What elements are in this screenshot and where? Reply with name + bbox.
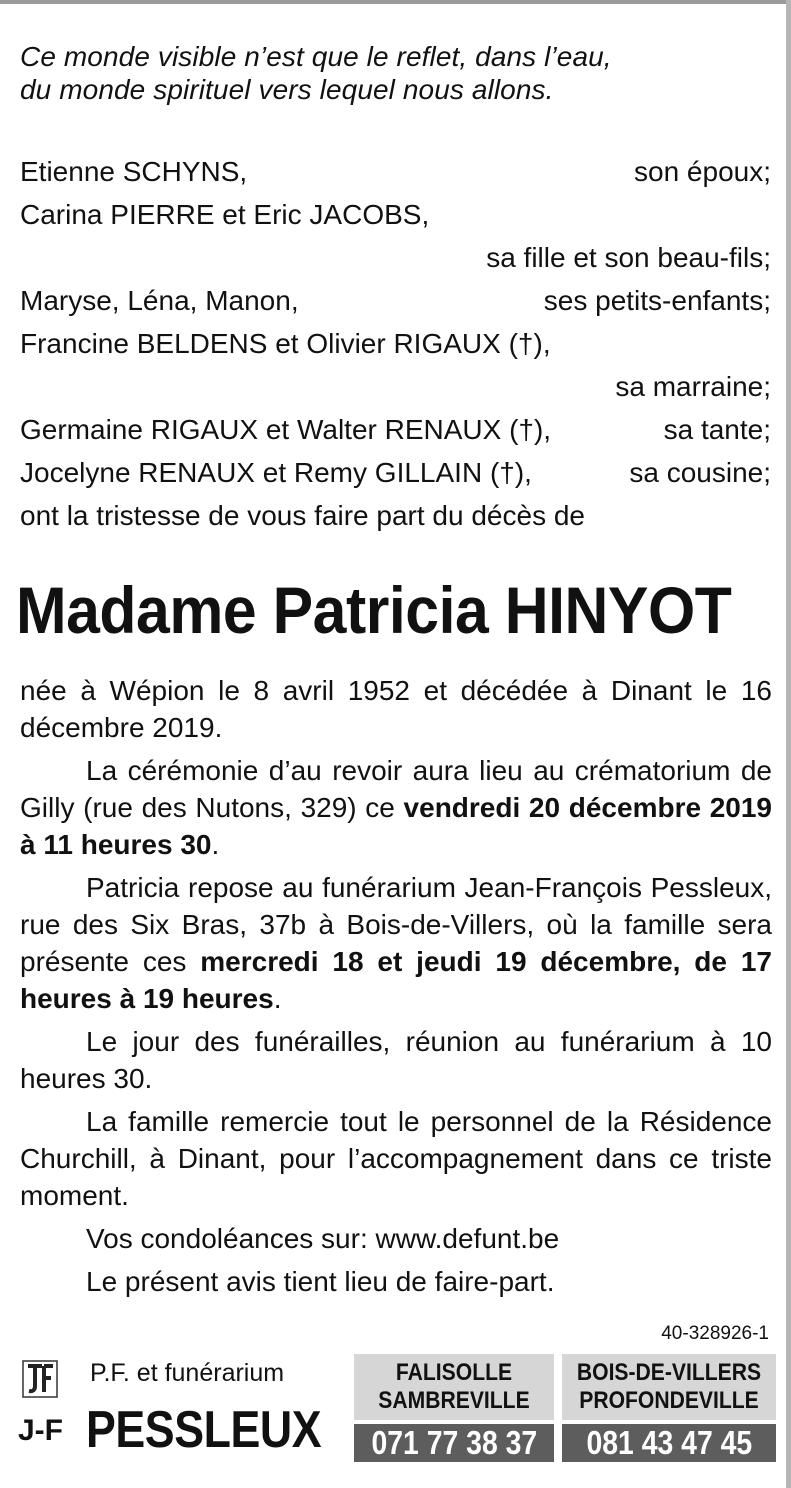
- office-towns: [562, 1354, 776, 1420]
- ceremony-date: vendredi 20 décembre 2019 à 11 heures 30: [20, 792, 772, 860]
- visitation-dates: mercredi 18 et jeudi 19 décembre, de 17 heures à 19 heures: [20, 946, 772, 1014]
- visitation-paragraph: Patricia repose au funérarium Jean-François Pessleux, rue des Six Bras, 37b à Bois-de-Villers, où la famille sera présente ces mercredi 18 et jeudi 19 décembre, de 17 heures à 19 heures.: [20, 872, 772, 1014]
- notice-paragraph: Le présent avis tient lieu de faire-part.: [86, 1266, 555, 1297]
- family-name: Etienne SCHYNS,: [20, 156, 248, 187]
- family-name: Germaine RIGAUX et Walter RENAUX (†),: [20, 414, 552, 445]
- family-relation: sa marraine;: [615, 371, 771, 402]
- jf-monogram-icon: [22, 1360, 58, 1398]
- birth-death-dates: née à Wépion le 8 avril 1952 et décédée à Dinant le 16 décembre 2019.: [20, 675, 772, 743]
- epigraph-line: du monde spirituel vers lequel nous allons.: [20, 74, 554, 105]
- family-row: [20, 150, 771, 193]
- family-row: [20, 494, 771, 537]
- family-relation: son époux;: [634, 156, 771, 187]
- right-border: [786, 0, 791, 1488]
- funeral-home-ad: [0, 1354, 786, 1488]
- deceased-name: Madame Patricia HINYOT: [16, 573, 732, 647]
- epigraph: [20, 40, 770, 106]
- office-town: BOIS-DE-VILLERS: [576, 1359, 762, 1386]
- family-name: Jocelyne RENAUX et Remy GILLAIN (†),: [20, 457, 532, 488]
- office-bois-de-villers: [562, 1354, 776, 1488]
- meeting-paragraph: Le jour des funérailles, réunion au funérarium à 10 heures 30.: [20, 1026, 772, 1094]
- office-falisolle: [354, 1354, 554, 1488]
- family-row: [20, 322, 771, 365]
- family-relation: sa cousine;: [629, 457, 771, 488]
- office-town: FALISOLLE: [395, 1359, 513, 1386]
- office-towns: [354, 1354, 554, 1420]
- family-relation: sa fille et son beau-fils;: [486, 242, 771, 273]
- family-name: Maryse, Léna, Manon,: [20, 285, 299, 316]
- funeral-home-initials: J-F: [18, 1414, 63, 1447]
- office-phone: 081 43 47 45: [562, 1424, 776, 1462]
- announcement-line: ont la tristesse de vous faire part du décès de: [20, 500, 585, 531]
- ceremony-paragraph: La cérémonie d’au revoir aura lieu au crématorium de Gilly (rue des Nutons, 329) ce vendredi 20 décembre 2019 à 11 heures 30.: [20, 755, 772, 860]
- epigraph-line: Ce monde visible n’est que le reflet, dans l’eau,: [20, 41, 612, 72]
- reference-number: 40-328926-1: [661, 1323, 769, 1344]
- family-row: [20, 408, 771, 451]
- thanks-paragraph: La famille remercie tout le personnel de la Résidence Churchill, à Dinant, pour l’accompagnement dans ce triste moment.: [20, 1106, 772, 1211]
- family-name: Francine BELDENS et Olivier RIGAUX (†),: [20, 328, 551, 359]
- office-town: SAMBREVILLE: [378, 1387, 530, 1414]
- office-town: PROFONDEVILLE: [579, 1387, 759, 1414]
- notice-body: [20, 672, 772, 1300]
- family-row: [20, 451, 771, 494]
- family-row: [20, 236, 771, 279]
- family-relation: sa tante;: [663, 414, 771, 445]
- family-row: [20, 279, 771, 322]
- family-row: [20, 365, 771, 408]
- funeral-home-logo: [18, 1356, 348, 1486]
- family-row: [20, 193, 771, 236]
- funeral-home-brand: PESSLEUX: [86, 1401, 322, 1459]
- family-name: Carina PIERRE et Eric JACOBS,: [20, 199, 430, 230]
- family-list: [20, 150, 771, 537]
- family-relation: ses petits-enfants;: [543, 285, 771, 316]
- top-border: [0, 0, 791, 4]
- funeral-home-subtitle: P.F. et funérarium: [90, 1359, 285, 1387]
- office-phone: 071 77 38 37: [354, 1424, 554, 1462]
- condolences-paragraph: Vos condoléances sur: www.defunt.be: [86, 1223, 560, 1254]
